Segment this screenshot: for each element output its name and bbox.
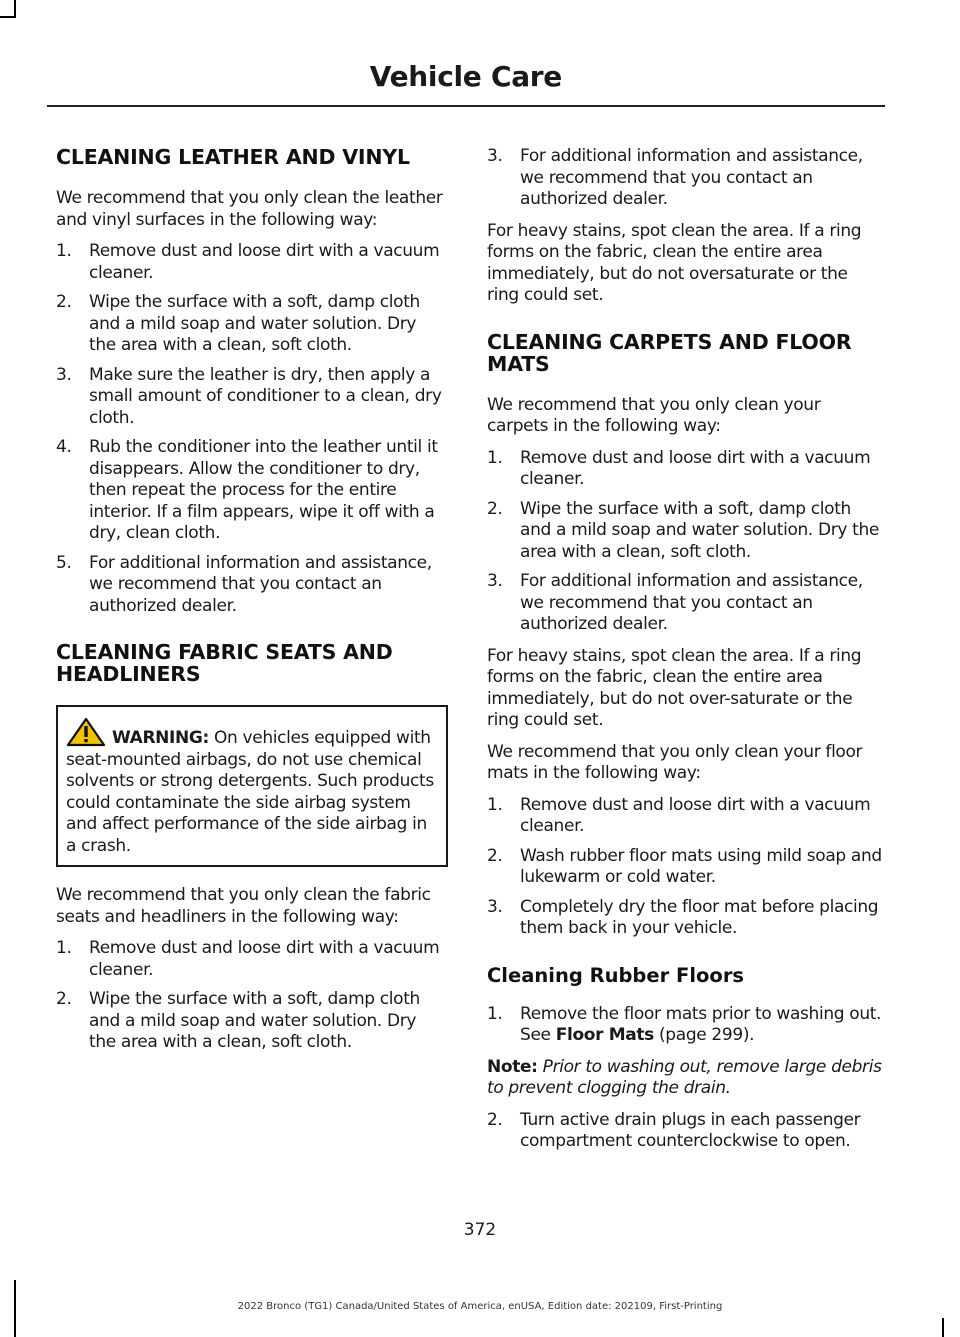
list-text: Wipe the surface with a soft, damp cloth and a mild soap and water solution. Dry the area with a clean, soft cloth. — [89, 292, 420, 355]
list-item — [487, 795, 883, 838]
leather-intro: We recommend that you only clean the leather and vinyl surfaces in the following way: — [56, 188, 443, 230]
list-number: 1. — [487, 794, 503, 815]
page-title: Vehicle Care — [369, 60, 562, 93]
list-text: Remove dust and loose dirt with a vacuum cleaner. — [89, 938, 440, 980]
list-item — [487, 571, 883, 636]
list-item — [56, 365, 448, 430]
list-text: Remove dust and loose dirt with a vacuum cleaner. — [89, 241, 440, 283]
carpets-steps — [487, 448, 883, 636]
list-number: 1. — [56, 938, 72, 958]
crop-mark — [14, 0, 16, 16]
list-number: 1. — [56, 241, 72, 261]
list-text: Wash rubber floor mats using mild soap and lukewarm or cold water. — [520, 845, 882, 887]
list-number: 3. — [487, 571, 503, 591]
rubber-steps-continued — [487, 1110, 883, 1153]
page-number: 372 — [463, 1220, 497, 1240]
rubber-steps — [487, 1004, 883, 1047]
fabric-heavy-stains: For heavy stains, spot clean the area. If a ring forms on the fabric, clean the entire area immediately, but do not oversaturate or the ring could set. — [487, 220, 862, 305]
list-item — [487, 146, 883, 211]
list-item — [56, 241, 448, 284]
subsection-heading-rubber: Cleaning Rubber Floors — [487, 963, 745, 987]
list-item — [487, 1110, 883, 1153]
warning-label: WARNING: — [112, 728, 209, 748]
list-number: 2. — [487, 845, 503, 866]
list-text: Completely dry the floor mat before placing them back in your vehicle. — [520, 896, 879, 938]
fabric-steps-continued — [487, 146, 883, 211]
mats-intro: We recommend that you only clean your floor mats in the following way: — [487, 741, 863, 783]
note-label: Note: — [487, 1056, 538, 1077]
header-rule — [47, 105, 885, 107]
list-item — [56, 292, 448, 357]
note-paragraph — [487, 1057, 883, 1100]
right-column — [487, 146, 883, 1163]
note-text: Prior to washing out, remove large debris to prevent clogging the drain. — [487, 1056, 882, 1098]
list-number: 2. — [56, 989, 72, 1009]
fabric-steps — [56, 938, 448, 1054]
list-item — [487, 846, 883, 889]
section-heading-fabric: CLEANING FABRIC SEATS AND HEADLINERS — [56, 640, 393, 686]
list-text: For additional information and assistance, we recommend that you contact an authorized dealer. — [520, 571, 863, 634]
carpets-heavy-stains: For heavy stains, spot clean the area. If a ring forms on the fabric, clean the entire area immediately, but do not over-saturate or the ring could set. — [487, 645, 862, 730]
list-item — [487, 897, 883, 940]
list-item — [56, 938, 448, 981]
section-heading-leather: CLEANING LEATHER AND VINYL — [56, 145, 410, 169]
page-reference: (page 299). — [653, 1025, 755, 1045]
floor-mats-link[interactable]: Floor Mats — [555, 1025, 654, 1045]
list-number: 1. — [487, 447, 503, 468]
list-text: Make sure the leather is dry, then apply a small amount of conditioner to a clean, dry cloth. — [89, 364, 442, 428]
warning-paragraph — [66, 717, 438, 857]
crop-mark — [0, 16, 16, 18]
list-number: 2. — [487, 498, 503, 519]
list-item — [487, 499, 883, 564]
list-number: 5. — [56, 552, 72, 573]
list-text: Remove the floor mats prior to washing out. See — [520, 1003, 882, 1045]
list-item — [56, 989, 448, 1054]
list-text: Remove dust and loose dirt with a vacuum cleaner. — [520, 794, 871, 836]
list-number: 3. — [487, 146, 503, 166]
crop-mark — [942, 1318, 944, 1337]
warning-text: On vehicles equipped with seat-mounted airbags, do not use chemical solvents or strong detergents. Such products could contaminate the side airbag system and affect performance of the side airbag in a crash. — [66, 728, 434, 856]
warning-box — [56, 705, 448, 867]
list-text: Rub the conditioner into the leather until it disappears. Allow the conditioner to dry, then repeat the process for the entire interior. If a film appears, wipe it off with a dry, clean cloth. — [89, 437, 438, 543]
mats-steps — [487, 795, 883, 940]
list-item — [56, 437, 448, 545]
list-text: For additional information and assistance, we recommend that you contact an authorized dealer. — [89, 552, 432, 616]
left-column — [56, 146, 448, 1064]
list-item — [487, 1004, 883, 1047]
carpets-intro: We recommend that you only clean your carpets in the following way: — [487, 394, 821, 436]
fabric-intro: We recommend that you only clean the fabric seats and headliners in the following way: — [56, 885, 431, 927]
footer-edition-info: 2022 Bronco (TG1) Canada/United States of America, enUSA, Edition date: 202109, First-Printing — [237, 1301, 723, 1312]
leather-steps — [56, 241, 448, 617]
list-text: For additional information and assistance, we recommend that you contact an authorized dealer. — [520, 146, 863, 209]
list-number: 3. — [487, 896, 503, 917]
list-text: Remove dust and loose dirt with a vacuum cleaner. — [520, 447, 871, 489]
list-text: Wipe the surface with a soft, damp cloth and a mild soap and water solution. Dry the area with a clean, soft cloth. — [520, 498, 880, 562]
list-text: Turn active drain plugs in each passenger compartment counterclockwise to open. — [520, 1109, 861, 1151]
list-item — [56, 553, 448, 618]
list-number: 2. — [56, 292, 72, 312]
list-number: 4. — [56, 437, 72, 457]
section-heading-carpets: CLEANING CARPETS AND FLOOR MATS — [487, 329, 852, 376]
warning-triangle-icon — [66, 717, 106, 747]
list-text: Wipe the surface with a soft, damp cloth and a mild soap and water solution. Dry the area with a clean, soft cloth. — [89, 989, 420, 1052]
list-number: 1. — [487, 1003, 503, 1024]
list-item — [487, 448, 883, 491]
list-number: 3. — [56, 364, 72, 385]
list-number: 2. — [487, 1109, 503, 1130]
